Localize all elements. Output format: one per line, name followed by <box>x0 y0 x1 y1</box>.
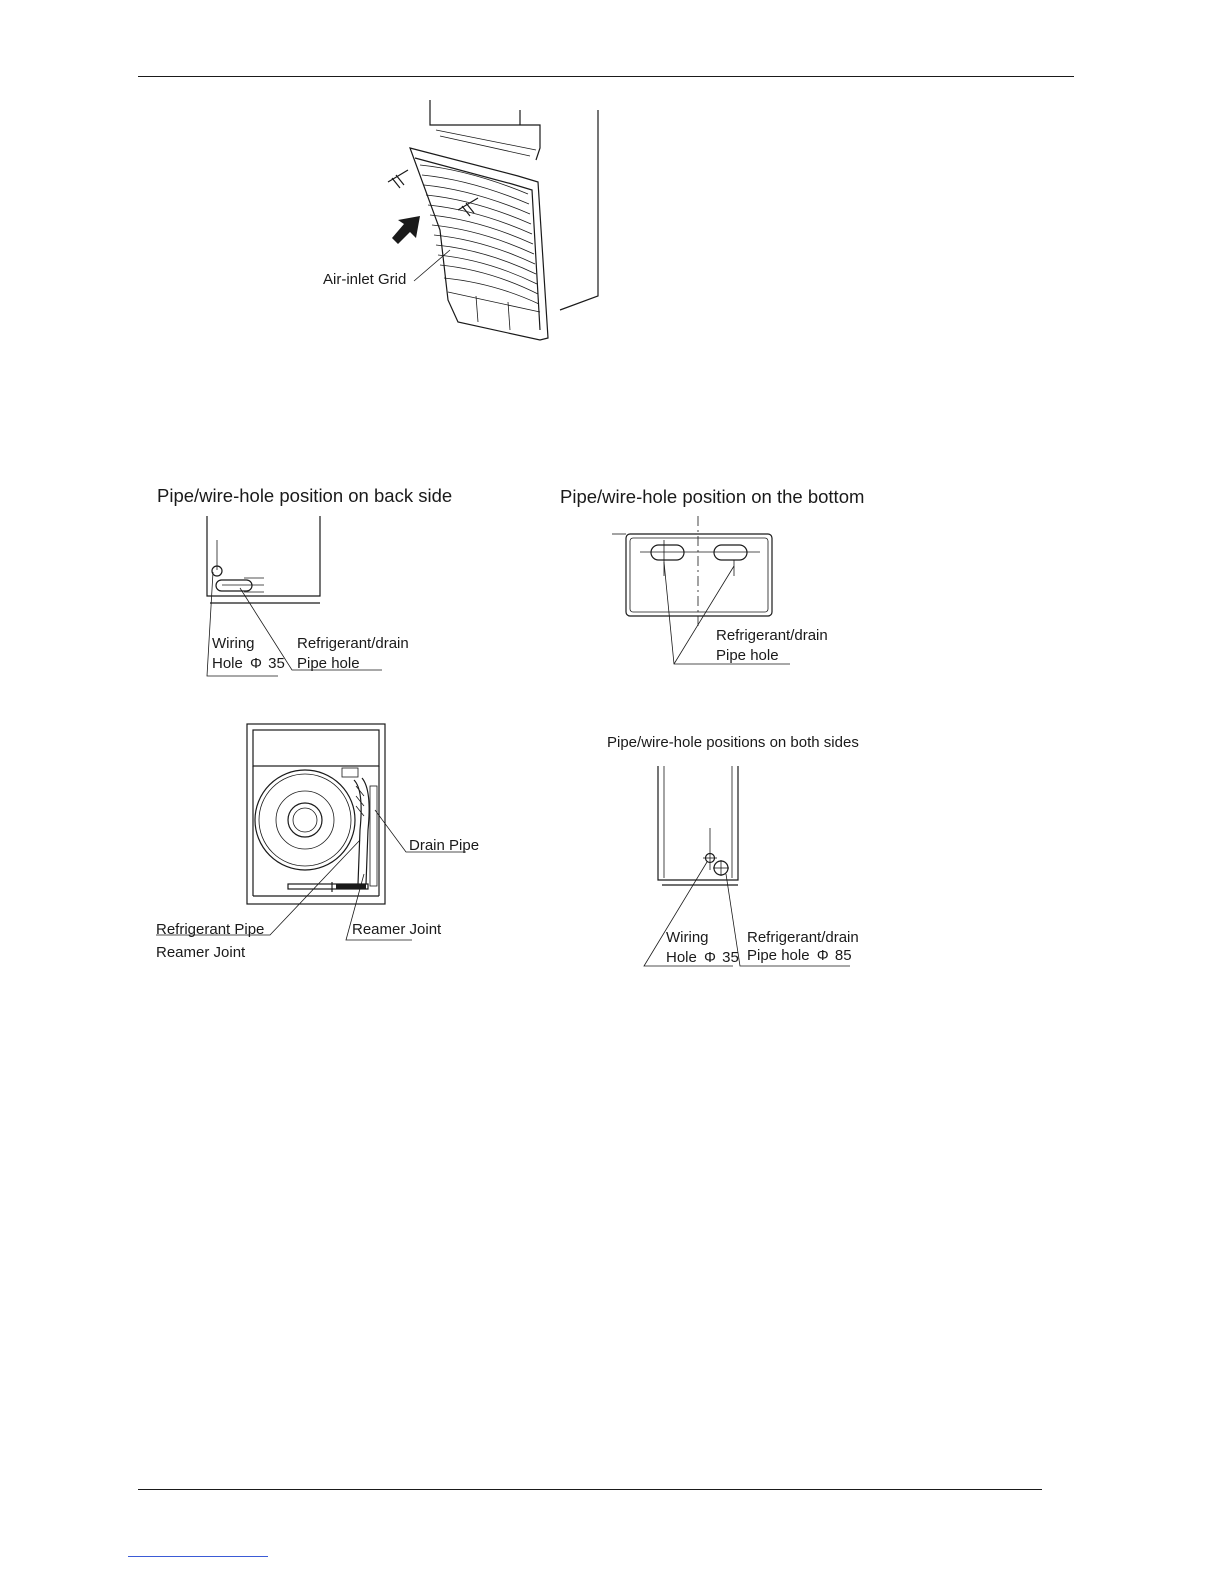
both-sides-wiring-hole: Hole Φ 35 <box>666 949 739 966</box>
both-sides-figure <box>607 734 859 966</box>
bottom-title: Pipe/wire-hole position on the bottom <box>560 486 865 507</box>
back-side-wiring-label: Wiring <box>212 635 255 652</box>
interior-figure <box>156 724 479 961</box>
bottom-pipe-label: Refrigerant/drain <box>716 627 828 644</box>
footer-link-underline[interactable] <box>128 1556 268 1557</box>
both-sides-pipe-hole: Pipe hole Φ 85 <box>747 947 852 964</box>
both-sides-title: Pipe/wire-hole positions on both sides <box>607 734 859 751</box>
reamer-joint-right-label: Reamer Joint <box>352 921 442 938</box>
both-sides-wiring-label: Wiring <box>666 929 709 946</box>
bottom-figure <box>560 486 864 664</box>
reamer-joint-left-label: Reamer Joint <box>156 944 246 961</box>
back-side-pipe-label: Refrigerant/drain <box>297 635 409 652</box>
air-inlet-grid-label: Air-inlet Grid <box>323 271 407 288</box>
air-inlet-grid-figure <box>323 100 598 340</box>
refrigerant-pipe-label: Refrigerant Pipe <box>156 921 265 938</box>
back-side-figure <box>157 485 452 676</box>
back-side-wiring-hole: Hole Φ 35 <box>212 655 285 672</box>
back-side-title: Pipe/wire-hole position on back side <box>157 485 453 506</box>
both-sides-pipe-label: Refrigerant/drain <box>747 929 859 946</box>
drain-pipe-label: Drain Pipe <box>409 837 480 854</box>
footer-rule <box>138 1489 1042 1490</box>
back-side-pipe-hole: Pipe hole <box>297 655 360 672</box>
bottom-pipe-hole: Pipe hole <box>716 647 779 664</box>
